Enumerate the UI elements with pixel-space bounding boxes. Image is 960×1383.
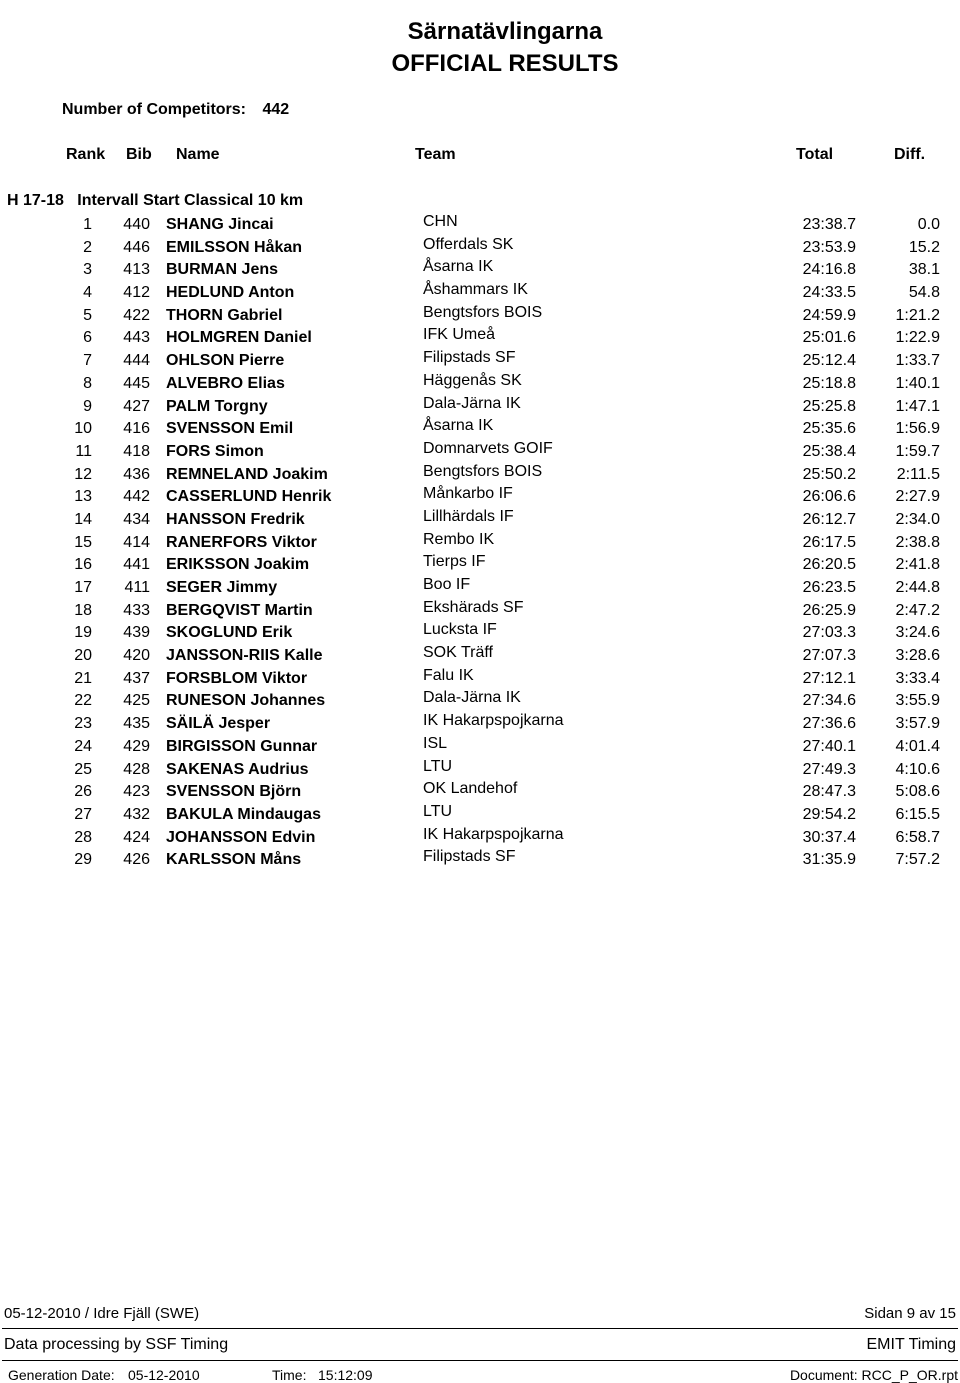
cell-total: 27:36.6 (802, 715, 856, 733)
cell-name: BERGQVIST Martin (166, 601, 313, 619)
cell-diff: 3:33.4 (895, 669, 940, 687)
cell-name: SHANG Jincai (166, 216, 274, 233)
cell-total: 27:12.1 (802, 669, 856, 687)
footer-time-value: 15:12:09 (318, 1367, 373, 1383)
cell-team: Lucksta IF (423, 621, 497, 639)
cell-diff: 7:57.2 (895, 851, 940, 869)
cell-total: 25:12.4 (802, 352, 856, 370)
cell-name: JOHANSSON Edvin (166, 828, 316, 846)
cell-total: 26:17.5 (802, 533, 856, 551)
cell-diff: 2:38.8 (895, 533, 940, 551)
cell-rank: 16 (74, 556, 92, 574)
cell-bib: 413 (123, 261, 150, 279)
cell-total: 23:53.9 (802, 238, 856, 256)
cell-diff: 1:59.7 (895, 442, 940, 460)
footer-page-number: Sidan 9 av 15 (864, 1305, 956, 1322)
footer-processing: Data processing by SSF Timing (4, 1336, 229, 1353)
cell-diff: 3:57.9 (895, 715, 940, 733)
cell-total: 31:35.9 (802, 851, 856, 869)
cell-bib: 412 (123, 284, 150, 302)
cell-team: IK Hakarpspojkarna (423, 712, 564, 730)
cell-total: 23:38.7 (802, 216, 856, 233)
cell-diff: 2:47.2 (895, 601, 940, 619)
cell-name: THORN Gabriel (166, 306, 283, 324)
cell-bib: 424 (123, 828, 150, 846)
cell-bib: 446 (123, 238, 150, 256)
cell-diff: 1:47.1 (895, 397, 940, 415)
cell-diff: 1:56.9 (895, 420, 940, 438)
table-row (0, 645, 960, 668)
footer-date-place: 05-12-2010 / Idre Fjäll (SWE) (4, 1305, 200, 1322)
table-row (0, 441, 960, 464)
cell-team: Bengtsfors BOIS (423, 462, 543, 480)
cell-rank: 4 (83, 284, 92, 302)
cell-diff: 2:27.9 (895, 488, 940, 506)
cell-diff: 2:11.5 (896, 465, 940, 483)
cell-bib: 441 (123, 556, 150, 574)
cell-rank: 29 (74, 851, 92, 869)
footer-document: Document: RCC_P_OR.rpt (789, 1367, 958, 1383)
cell-rank: 27 (74, 805, 92, 823)
cell-bib: 444 (123, 352, 150, 370)
competitors-value: 442 (262, 101, 290, 118)
cell-rank: 3 (83, 261, 92, 279)
cell-team: Åsarna IK (423, 417, 494, 435)
table-row (0, 849, 960, 872)
cell-bib: 416 (123, 420, 150, 438)
cell-name: FORSBLOM Viktor (166, 669, 308, 687)
table-row (0, 759, 960, 782)
cell-bib: 414 (123, 533, 150, 551)
table-row (0, 509, 960, 532)
cell-name: PALM Torgny (166, 397, 268, 415)
cell-total: 25:50.2 (802, 465, 856, 483)
table-row (0, 532, 960, 555)
cell-bib: 420 (123, 647, 150, 665)
cell-total: 25:18.8 (802, 374, 856, 392)
cell-name: HEDLUND Anton (166, 284, 295, 302)
cell-name: KARLSSON Måns (166, 851, 302, 869)
cell-bib: 434 (123, 510, 150, 528)
cell-name: FORS Simon (166, 442, 264, 460)
cell-diff: 38.1 (908, 261, 940, 279)
cell-total: 25:35.6 (802, 420, 856, 438)
cell-rank: 11 (75, 442, 92, 460)
cell-total: 27:03.3 (802, 624, 856, 642)
event-title: Särnatävlingarna (407, 18, 603, 45)
cell-diff: 54.8 (908, 284, 940, 302)
table-row (0, 736, 960, 759)
cell-name: BURMAN Jens (166, 261, 279, 279)
cell-total: 26:23.5 (802, 579, 856, 596)
cell-team: SOK Träff (423, 644, 493, 662)
cell-bib: 428 (123, 760, 150, 778)
cell-team: Filipstads SF (423, 848, 516, 866)
table-row (0, 668, 960, 691)
cell-rank: 6 (83, 329, 92, 347)
table-row (0, 622, 960, 645)
cell-total: 27:40.1 (802, 737, 856, 755)
cell-total: 25:25.8 (802, 397, 856, 415)
cell-diff: 3:55.9 (895, 692, 940, 710)
cell-bib: 411 (124, 579, 150, 596)
cell-rank: 24 (74, 737, 92, 755)
cell-total: 27:07.3 (802, 647, 856, 665)
cell-diff: 1:22.9 (895, 329, 940, 347)
cell-total: 28:47.3 (802, 783, 856, 801)
cell-bib: 436 (123, 465, 150, 483)
cell-diff: 3:28.6 (895, 647, 940, 665)
cell-team: Ekshärads SF (423, 598, 524, 616)
column-header-total: Total (796, 146, 834, 163)
cell-team: Rembo IK (423, 530, 495, 548)
cell-name: SÄILÄ Jesper (166, 715, 271, 733)
cell-rank: 18 (74, 601, 92, 619)
cell-diff: 4:10.6 (895, 760, 940, 778)
cell-rank: 13 (74, 488, 92, 506)
cell-team: Åsarna IK (423, 258, 494, 276)
cell-team: Filipstads SF (423, 349, 516, 367)
cell-diff: 1:40.1 (895, 374, 940, 392)
cell-total: 26:25.9 (802, 601, 856, 619)
cell-total: 27:49.3 (802, 760, 856, 778)
cell-team: Dala-Järna IK (423, 689, 521, 707)
cell-total: 24:33.5 (802, 284, 856, 302)
cell-name: BIRGISSON Gunnar (166, 737, 318, 755)
cell-name: BAKULA Mindaugas (166, 805, 321, 823)
cell-team: LTU (423, 802, 453, 820)
cell-team: IFK Umeå (423, 326, 496, 344)
cell-bib: 442 (123, 488, 150, 506)
cell-team: Dala-Järna IK (423, 394, 521, 412)
cell-bib: 445 (123, 374, 150, 392)
cell-bib: 439 (123, 624, 150, 642)
cell-team: OK Landehof (423, 780, 518, 798)
table-row (0, 781, 960, 804)
cell-team: Domnarvets GOIF (423, 439, 553, 457)
cell-rank: 19 (74, 624, 92, 642)
table-row (0, 600, 960, 623)
cell-rank: 10 (74, 420, 92, 438)
table-row (0, 804, 960, 827)
footer-time-label: Time: (272, 1367, 307, 1383)
cell-team: Månkarbo IF (423, 485, 513, 503)
cell-diff: 1:21.2 (895, 306, 940, 324)
cell-rank: 25 (74, 760, 92, 778)
table-row (0, 237, 960, 260)
cell-rank: 12 (74, 465, 92, 483)
cell-rank: 23 (74, 715, 92, 733)
cell-bib: 432 (123, 805, 150, 823)
cell-name: JANSSON-RIIS Kalle (166, 647, 323, 665)
cell-team: Tierps IF (423, 553, 486, 571)
results-table (0, 214, 960, 872)
cell-bib: 418 (123, 442, 150, 460)
cell-rank: 15 (74, 533, 92, 551)
cell-team: Falu IK (423, 666, 474, 684)
cell-team: Offerdals SK (423, 235, 514, 253)
table-row (0, 396, 960, 419)
cell-diff: 2:44.8 (895, 579, 940, 596)
table-row (0, 486, 960, 509)
footer-generation-value: 05-12-2010 (128, 1367, 200, 1383)
cell-total: 25:38.4 (802, 442, 856, 460)
cell-bib: 440 (123, 216, 150, 233)
table-row (0, 713, 960, 736)
cell-rank: 22 (74, 692, 92, 710)
cell-diff: 1:33.7 (895, 352, 940, 370)
cell-name: HANSSON Fredrik (166, 510, 305, 528)
cell-name: HOLMGREN Daniel (166, 329, 312, 347)
cell-name: RUNESON Johannes (166, 692, 326, 710)
cell-rank: 2 (83, 238, 92, 256)
table-row (0, 554, 960, 577)
cell-rank: 14 (74, 510, 92, 528)
cell-name: SVENSSON Emil (166, 420, 294, 438)
column-header-rank: Rank (66, 146, 106, 163)
cell-team: ISL (423, 734, 448, 752)
cell-team: Åshammars IK (423, 281, 528, 299)
cell-bib: 422 (123, 306, 150, 324)
column-header-bib: Bib (126, 146, 152, 163)
cell-diff: 4:01.4 (895, 737, 940, 755)
table-row (0, 690, 960, 713)
cell-bib: 425 (123, 692, 150, 710)
cell-name: SAKENAS Audrius (166, 760, 309, 778)
cell-bib: 437 (123, 669, 150, 687)
table-row (0, 418, 960, 441)
competitors-count (62, 101, 289, 119)
cell-name: SVENSSON Björn (166, 783, 302, 801)
cell-rank: 21 (74, 669, 92, 687)
cell-team: IK Hakarpspojkarna (423, 825, 564, 843)
cell-bib: 443 (123, 329, 150, 347)
cell-total: 24:16.8 (802, 261, 856, 279)
cell-team: Boo IF (423, 576, 471, 593)
cell-rank: 20 (74, 647, 92, 665)
column-header-diff: Diff. (894, 146, 926, 163)
category-heading: H 17-18 Intervall Start Classical 10 km (7, 192, 304, 209)
cell-name: ALVEBRO Elias (166, 374, 285, 392)
cell-diff: 6:58.7 (895, 828, 940, 846)
cell-total: 27:34.6 (802, 692, 856, 710)
cell-total: 30:37.4 (802, 828, 856, 846)
cell-rank: 9 (83, 397, 92, 415)
footer-generation-label: Generation Date: (8, 1367, 115, 1383)
cell-diff: 6:15.5 (895, 805, 940, 823)
cell-bib: 429 (123, 737, 150, 755)
table-row (0, 259, 960, 282)
cell-name: CASSERLUND Henrik (166, 488, 332, 506)
cell-name: ERIKSSON Joakim (166, 556, 310, 574)
cell-total: 29:54.2 (802, 805, 856, 823)
footer-divider-bottom (2, 1360, 958, 1361)
cell-team: CHN (423, 213, 458, 230)
cell-rank: 26 (74, 783, 92, 801)
cell-rank: 17 (74, 579, 92, 596)
cell-diff: 0.0 (917, 216, 940, 233)
cell-team: Häggenås SK (423, 371, 522, 389)
table-row (0, 305, 960, 328)
table-row (0, 827, 960, 850)
cell-bib: 435 (123, 715, 150, 733)
cell-bib: 433 (123, 601, 150, 619)
cell-bib: 427 (123, 397, 150, 415)
cell-name: RANERFORS Viktor (166, 533, 317, 551)
cell-total: 26:20.5 (802, 556, 856, 574)
cell-rank: 7 (83, 352, 92, 370)
cell-total: 26:12.7 (802, 510, 856, 528)
cell-bib: 423 (123, 783, 150, 801)
cell-name: SKOGLUND Erik (166, 624, 293, 642)
cell-name: EMILSSON Håkan (166, 238, 303, 256)
table-row (0, 350, 960, 373)
column-header-team: Team (415, 146, 456, 163)
cell-team: LTU (423, 757, 453, 775)
cell-diff: 2:34.0 (895, 510, 940, 528)
cell-team: Bengtsfors BOIS (423, 303, 543, 321)
table-row (0, 214, 960, 237)
table-row (0, 373, 960, 396)
cell-name: REMNELAND Joakim (166, 465, 328, 483)
cell-rank: 28 (74, 828, 92, 846)
cell-rank: 1 (83, 216, 92, 233)
cell-bib: 426 (123, 851, 150, 869)
cell-rank: 8 (83, 374, 92, 392)
cell-diff: 15.2 (908, 238, 940, 256)
cell-total: 25:01.6 (802, 329, 856, 347)
cell-team: Lillhärdals IF (423, 507, 514, 525)
competitors-label: Number of Competitors: (62, 101, 246, 118)
column-header-name: Name (176, 146, 220, 163)
results-subtitle: OFFICIAL RESULTS (391, 50, 619, 77)
cell-total: 26:06.6 (802, 488, 856, 506)
cell-name: OHLSON Pierre (166, 352, 285, 370)
table-row (0, 464, 960, 487)
table-row (0, 327, 960, 350)
cell-rank: 5 (83, 306, 92, 324)
cell-total: 24:59.9 (802, 306, 856, 324)
cell-diff: 2:41.8 (895, 556, 940, 574)
table-row (0, 577, 960, 600)
cell-name: SEGER Jimmy (166, 579, 278, 596)
footer-divider-top (2, 1328, 958, 1329)
footer-timing: EMIT Timing (866, 1336, 956, 1353)
cell-diff: 3:24.6 (895, 624, 940, 642)
cell-diff: 5:08.6 (895, 783, 940, 801)
table-row (0, 282, 960, 305)
